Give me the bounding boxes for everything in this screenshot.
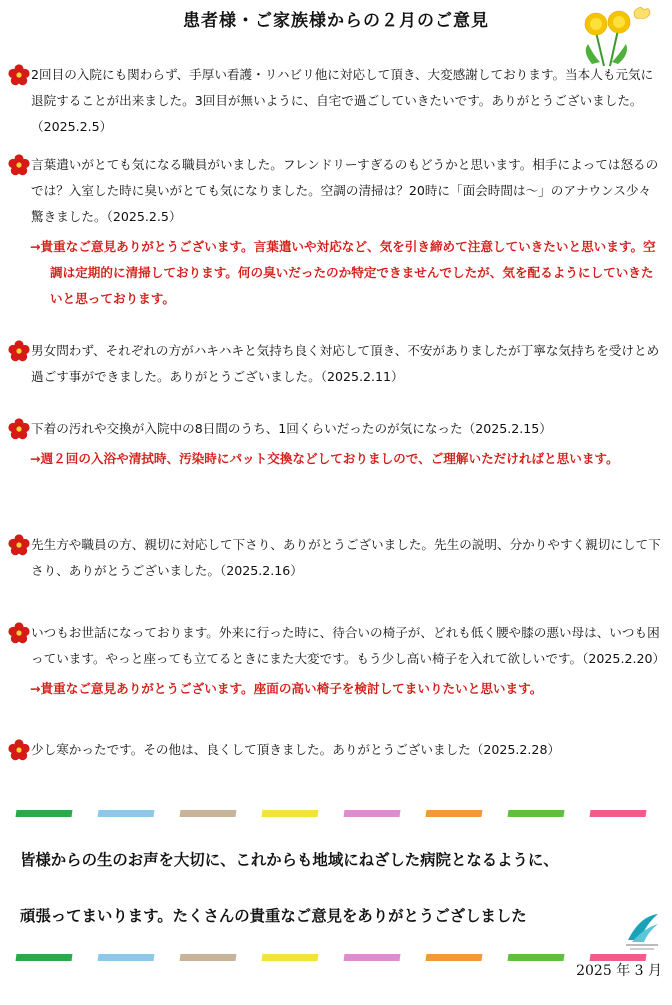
- tape-strip: [262, 954, 319, 961]
- tape-strip: [344, 810, 401, 817]
- tape-strip: [426, 954, 483, 961]
- red-plum-blossom-icon: [8, 64, 30, 86]
- comment-entry: [8, 62, 662, 140]
- red-plum-blossom-icon: [8, 739, 30, 761]
- hospital-reply: →貴重なご意見ありがとうございます。言葉遣いや対応など、気を引き締めて注意していきたいと思います。空調は定期的に清掃しております。何の臭いだったのか特定できませんでしたが、気を配るようにしていきたいと思っております。: [30, 239, 656, 306]
- decorative-tape-row: [16, 810, 656, 820]
- red-plum-blossom-icon: [8, 340, 30, 362]
- red-plum-blossom-icon: [8, 622, 30, 644]
- comment-text: 少し寒かったです。その他は、良くして頂きました。ありがとうございました（2025.2.28）: [31, 742, 561, 757]
- red-plum-blossom-icon: [8, 534, 30, 556]
- red-plum-blossom-icon: [8, 154, 30, 176]
- tape-strip: [16, 810, 73, 817]
- tape-strip: [508, 954, 565, 961]
- issue-date: 2025 年 3 月: [576, 963, 662, 979]
- tape-strip: [180, 954, 237, 961]
- tape-strip: [426, 810, 483, 817]
- comment-text: 言葉遣いがとても気になる職員がいました。フレンドリーすぎるのもどうかと思います。相手によっては怒るのでは？入室した時に臭いがとても気になりました。空調の清掃は？20時に「面会時間は～」のアナウンス少々驚きました。（2025.2.5）: [31, 157, 659, 224]
- comment-entry: [8, 152, 662, 312]
- tape-strip: [180, 810, 237, 817]
- hospital-logo-icon: [622, 910, 662, 954]
- comment-text: いつもお世話になっております。外来に行った時に、待合いの椅子が、どれも低く腰や膝の悪い母は、いつも困っています。やっと座っても立てるときにまた大変です。もう少し高い椅子を入れて欲しいです。（2025.2.20）: [31, 625, 666, 666]
- tape-strip: [344, 954, 401, 961]
- red-plum-blossom-icon: [8, 418, 30, 440]
- comment-entry: [8, 737, 662, 763]
- tape-strip: [262, 810, 319, 817]
- comment-entry: [8, 338, 662, 390]
- closing-message-line: 皆様からの生のお声を大切に、これからも地域にねざした病院となるように、: [20, 851, 559, 869]
- tape-strip: [98, 954, 155, 961]
- hospital-reply: →週２回の入浴や清拭時、汚染時にパット交換などしておりましので、ご理解いただければと思います。: [30, 451, 619, 466]
- decorative-tape-row: [16, 954, 656, 964]
- tape-strip: [508, 810, 565, 817]
- comment-text: 先生方や職員の方、親切に対応して下さり、ありがとうございました。先生の説明、分かりやすく親切にして下さり、ありがとうございました。（2025.2.16）: [31, 537, 661, 578]
- hospital-reply: →貴重なご意見ありがとうございます。座面の高い椅子を検討してまいりたいと思います。: [30, 681, 543, 696]
- dandelion-flowers-icon: [574, 4, 654, 68]
- tape-strip: [98, 810, 155, 817]
- comment-text: 2回目の入院にも関わらず、手厚い看護・リハビリ他に対応して頂き、大変感謝しております。当本人も元気に退院することが出来ました。3回目が無いように、自宅で過ごしていきたいです。ありがとうございました。（2025.2.5）: [31, 67, 654, 134]
- comment-entry: [8, 416, 662, 472]
- comment-entry: [8, 532, 662, 584]
- tape-strip: [590, 810, 647, 817]
- tape-strip: [16, 954, 73, 961]
- page-title: 患者様・ご家族様からの２月のご意見: [183, 11, 489, 31]
- comment-entry: [8, 620, 666, 702]
- comment-text: 男女問わず、それぞれの方がハキハキと気持ち良く対応して頂き、不安がありましたが丁寧な気持ちを受けとめ過ごす事ができました。ありがとうございました。（2025.2.11）: [31, 343, 660, 384]
- closing-message-line: 頑張ってまいります。たくさんの貴重なご意見をありがとうござしました: [20, 907, 527, 925]
- comment-text: 下着の汚れや交換が入院中の8日間のうち、1回くらいだったのが気になった（2025.2.15）: [31, 421, 552, 436]
